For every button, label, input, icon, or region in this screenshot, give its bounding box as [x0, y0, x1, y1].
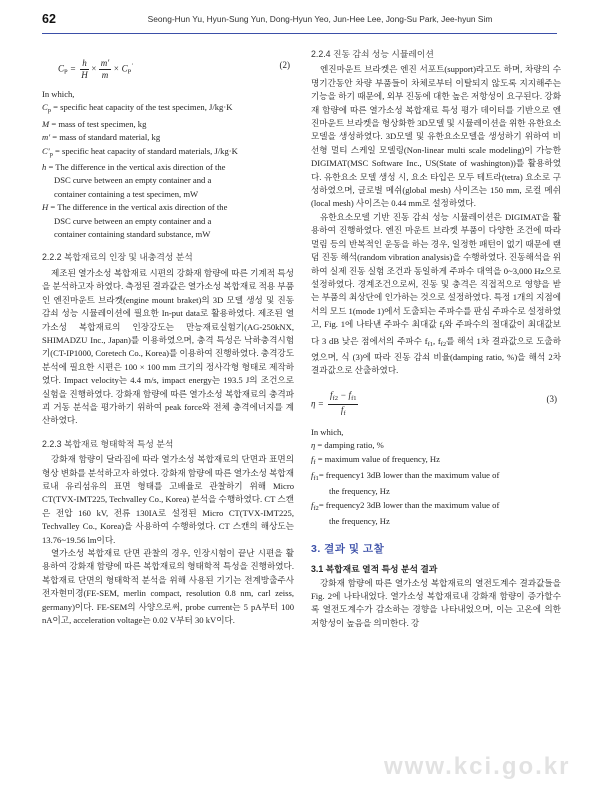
equation-2-body: $C_P$ = $\frac{h}{H}$ × $\frac{m'}{m}$ × $C_P'$ — [58, 58, 133, 80]
section-3-1-title: 3.1 복합재료 열적 특성 분석 결과 — [311, 563, 438, 574]
section-2-2-4-title: 2.2.4 진동 감쇠 성능 시뮬레이션 — [311, 49, 434, 59]
in-which-label: In which, — [42, 89, 75, 99]
def-eta: η = damping ratio, % — [311, 440, 384, 451]
def-H: H = The difference in the vertical axis direction of the DSC curve between an empty container and a container containing standard substance, mW — [42, 202, 228, 240]
def-cp: $C_p$ = specific heat capacity of the test specimen, J/kg·K — [42, 102, 233, 115]
equation-3-number: (3) — [546, 393, 557, 404]
equation-3-definitions — [311, 426, 561, 529]
def-ff: $f_f$ = maximum value of frequency, Hz — [311, 453, 440, 466]
equation-2-number: (2) — [279, 60, 290, 70]
equation-3 — [311, 382, 561, 422]
watermark: www.kci.go.kr — [384, 753, 571, 780]
def-m: M = mass of test specimen, kg — [42, 118, 147, 129]
section-2-2-2-title: 2.2.2 복합재료의 인장 및 내충격성 분석 — [42, 252, 193, 263]
section-3-title: 3. 결과 및 고찰 — [311, 542, 385, 555]
page-number: 62 — [42, 12, 56, 26]
equation-2 — [42, 48, 294, 84]
right-column — [311, 48, 561, 630]
running-authors: Seong-Hun Yu, Hyun-Sung Yun, Dong-Hyun Yeo, Jun-Hee Lee, Jong-Su Park, Jee-hyun Sim — [147, 14, 493, 24]
def-m-prime: m' = mass of standard material, kg — [42, 132, 161, 143]
header-rule — [42, 33, 557, 34]
in-which-label-2: In which, — [311, 426, 344, 437]
equation-3-body: η = $\frac{f_{f2} - f_{f1}}{f_f}$ — [311, 389, 357, 417]
section-2-2-4-text-1: 엔진마운트 브라켓은 엔진 서포트(support)라고도 하며, 차량의 수명기간동안 차량 부품들이 차체로부터 이탈되지 않도록 지지해주는 기능을 하기 때문에, 외부 진동에 대한 높은 저항성이 요구된다. 강화재 함량에 따른 열가소성 복합재료 특성 평가 데이터를 기반으로 엔진마운트 브라켓을 형상화한 3D모델 및 시뮬레이션을 위한 유한요소모델을 생성하였다. 3D모델 및 유한요소모델을 생성하기 위하여 비선형 멀티 스케일 모델링(Non-linear multi scale modeling)이 가능한 DIGIMAT(MSC Software Inc., US(State of washington))를 활용하였다. 유한요소 모델 생성 시, 요소 타입은 모두 테트라(tetra) 요소로 구성하였으며, 글로벌 메쉬(global mesh) 사이즈는 150 mm, 로컬 메쉬(local mesh) 사이즈는 0.44 mm로 설정하였다. — [311, 64, 561, 209]
def-cp-prime: $C'_p$ = specific heat capacity of standard materials, J/kg·K — [42, 145, 238, 158]
page-header — [0, 0, 599, 36]
def-ff1: $f_{f1}=$ frequency1 3dB lower than the maximum value of the frequency, Hz — [311, 469, 500, 497]
left-column — [42, 48, 294, 627]
section-2-2-2-text: 제조된 열가소성 복합재료 시편의 강화재 함량에 따른 기계적 특성을 분석하고자 하였다. 측정된 결과값은 열가소성 복합재료 적용 부품인 엔진마운트 브라켓(engine mount braket)의 3D 모델 생성 및 진동 감쇠 성능 시뮬레이션에 필요한 In-put data로 활용하였다. 제조된 열가소성 복합재료의 인장강도는 만능재료실험기(AG-250kNX, SHIMADZU Inc., Japan)를 이용하였으며, 충격 특성은 낙하충격시험기(CT-IP1000, Coretech Co., Korea)를 이용하여 진행하였다. 충격강도 분석에 필요한 시편은 100 × 100 mm 크기의 정사각형 형태로 제작하였다. Impact velocity는 4.4 m/s, impact energy는 193.5 J의 조건으로 실험을 진행하였다. 강화재 함량에 따른 열가소성 복합재료의 충격파괴 거동 분석을 평가하기 위하여 peak force와 전체 충격에너지를 계산하였다. — [42, 267, 294, 426]
section-2-2-4-text-2: 유한요소모델 기반 진동 감쇠 성능 시뮬레이션은 DIGIMAT을 활용하여 진행하였다. 엔진 마운트 브라켓 부품이 다양한 조건에 따라 멀림 등의 반복적인 운동을 하는 경우, 일정한 패턴이 없기 때문에 랜덤 진동 해석(random vibration analysis)을 수행하였다. 진동해석을 위하여 실제 진동 실험 조건과 동일하게 주파수 대역을 0~3,000 Hz으로 설정하였다. 경계조건으로써, 진동 및 충격은 직접적으로 영향을 받는 부품의 최상단에 인가하는 것으로 설정하였다. 특정 1개의 지점에서의 모드 1(mode 1)에서 도출되는 주파수를 판심 주파수로 설정하였고, Fig. 1에 나타낸 주파수 최대값 $f_f$와 주파수의 절대값이 최대값보다 3 dB 낮은 점에서의 주파수 $f_{f1}$, $f_{f2}$를 해석 1차 결과값으로 도출하였으며, 식 (3)에 따라 진동 감쇠 비율(damping ratio, %)을 해석 2차 결과값으로 산출하였다. — [311, 211, 561, 376]
equation-2-definitions — [42, 88, 294, 241]
def-ff2: $f_{f2}=$ frequency2 3dB lower than the maximum value of the frequency, Hz — [311, 499, 500, 527]
section-2-2-3-text-2: 열가소성 복합재료 단면 관찰의 경우, 인장시험이 끝난 시편을 활용하여 강화재 함량에 따른 복합재료의 형태학적 특성을 진행하였다. 복합재료 단면의 형태학적 분석을 위해 사용된 기기는 전계방출주사전자현미경(FE-SEM, merlin compact, resolution 0.8 nm, carl zeiss, germany)이다. FE-SEM의 사양으로써, probe current는 5 pA부터 100 nA이고, acceleration voltage는 0.02 V부터 30 kV이다. — [42, 548, 294, 626]
section-3-1-text: 강화재 함량에 따른 열가소성 복합재료의 열전도계수 결과값들을 Fig. 2에 나타내었다. 열가소성 복합재료내 강화재 함량이 증가할수록 열전도계수가 감소하는 경향을 나타내었으며, 이는 고온에 의한 저항성이 높음을 의미한다. 강 — [311, 577, 561, 628]
def-h: h = The difference in the vertical axis direction of the DSC curve between an empty container and a container containing a test specimen, mW — [42, 162, 226, 199]
section-2-2-3-title: 2.2.3 복합재료 형태학적 특성 분석 — [42, 438, 174, 449]
section-2-2-3-text-1: 강화재 함량이 달라짐에 따라 열가소성 복합재료의 단면과 표면의 형상 변화를 분석하고자 하였다. 강화재 함량에 따른 열가소성 복합재료내 유리섬유의 표면 형태를 고배율로 관찰하기 위해 Micro CT(TVX-IMT225, Techvalley Co., Korea) 분석을 수행하였다. CT 스캔은 전압 160 kV, 전류 130IA로 설정된 Micro CT(TVX-IMT225, Techvalley Co., Korea)을 사용하여 수행하였다. CT 스캔의 해상도는 13.76~19.56 lm이다. — [42, 454, 294, 545]
